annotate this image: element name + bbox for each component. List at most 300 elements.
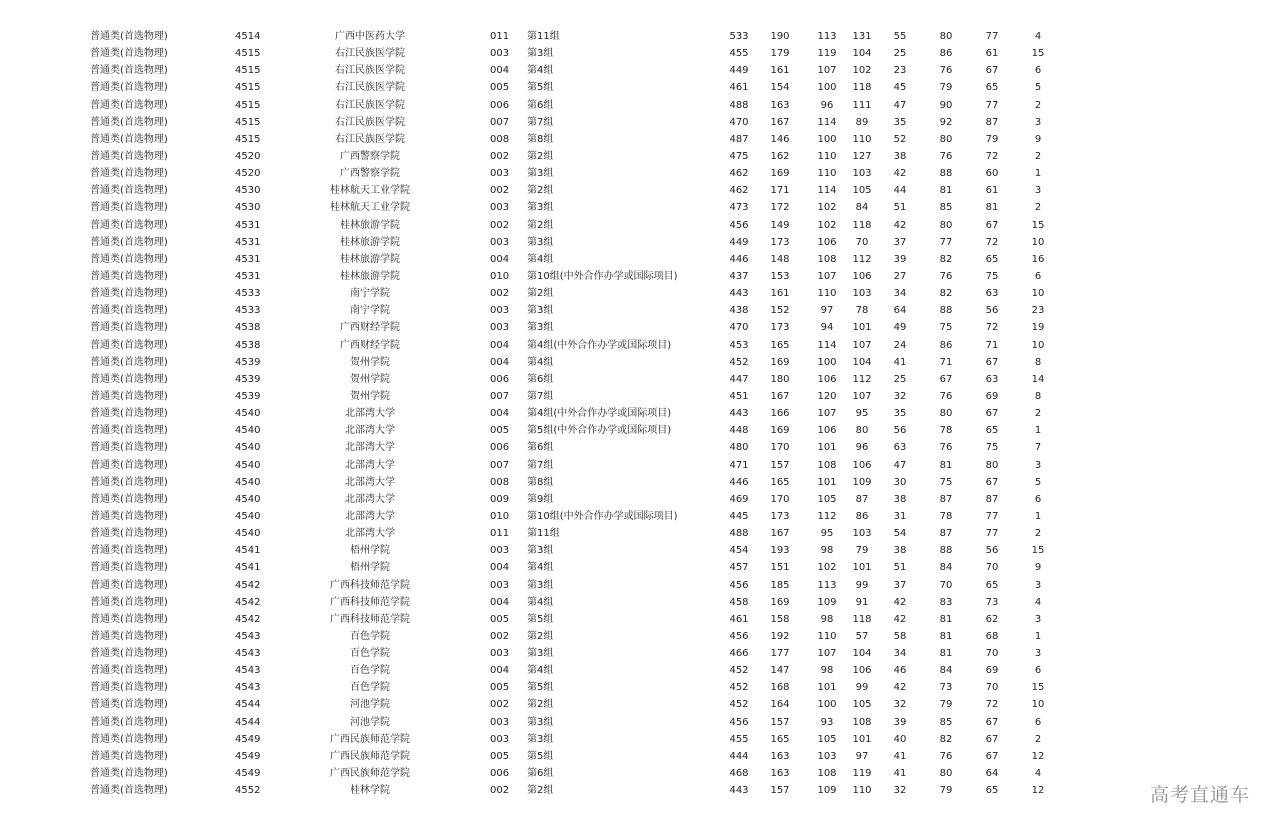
total-score-cell: 438 <box>729 305 749 317</box>
score-col-8-cell: 10 <box>1031 236 1045 248</box>
score-col-4-cell: 96 <box>855 442 869 454</box>
score-col-7-cell: 69 <box>985 390 999 402</box>
score-col-7-cell: 79 <box>985 133 999 145</box>
category-cell: 普通类(首选物理) <box>90 82 168 94</box>
score-col-3-cell: 100 <box>817 133 837 145</box>
score-col-7-cell: 61 <box>985 48 999 60</box>
score-col-6-cell: 81 <box>939 630 953 642</box>
group-code-cell: 003 <box>490 322 510 334</box>
score-col-7-cell: 67 <box>985 733 999 745</box>
group-name-cell: 第3组 <box>527 545 554 557</box>
score-col-6-cell: 90 <box>939 99 953 111</box>
group-code-cell: 002 <box>490 785 510 797</box>
category-cell: 普通类(首选物理) <box>90 750 168 762</box>
score-col-3-cell: 101 <box>817 442 837 454</box>
total-score-cell: 456 <box>729 579 749 591</box>
category-cell: 普通类(首选物理) <box>90 150 168 162</box>
score-col-7-cell: 80 <box>985 459 999 471</box>
total-score-cell: 452 <box>729 356 749 368</box>
category-cell: 普通类(首选物理) <box>90 48 168 60</box>
school-code-cell: 4515 <box>235 116 261 128</box>
school-code-cell: 4549 <box>235 768 261 780</box>
school-name-cell: 北部湾大学 <box>345 425 395 437</box>
table-row <box>0 628 1280 645</box>
score-col-7-cell: 77 <box>985 99 999 111</box>
score-col-6-cell: 73 <box>939 682 953 694</box>
school-code-cell: 4515 <box>235 65 261 77</box>
score-col-6-cell: 80 <box>939 219 953 231</box>
category-cell: 普通类(首选物理) <box>90 322 168 334</box>
table-row <box>0 388 1280 405</box>
total-score-cell: 452 <box>729 665 749 677</box>
score-col-6-cell: 81 <box>939 613 953 625</box>
table-row <box>0 234 1280 251</box>
group-name-cell: 第3组 <box>527 579 554 591</box>
group-code-cell: 003 <box>490 48 510 60</box>
score-col-4-cell: 131 <box>852 31 872 42</box>
score-col-5-cell: 39 <box>893 716 907 728</box>
category-cell: 普通类(首选物理) <box>90 99 168 111</box>
score-col-3-cell: 110 <box>817 288 837 300</box>
group-name-cell: 第2组 <box>527 185 554 197</box>
group-name-cell: 第11组 <box>527 528 560 540</box>
score-col-7-cell: 77 <box>985 31 999 42</box>
score-col-7-cell: 87 <box>985 493 999 505</box>
score-col-7-cell: 72 <box>985 150 999 162</box>
score-col-3-cell: 102 <box>817 562 837 574</box>
group-code-cell: 003 <box>490 305 510 317</box>
total-score-cell: 448 <box>729 425 749 437</box>
group-code-cell: 006 <box>490 99 510 111</box>
score-col-2-cell: 173 <box>770 322 790 334</box>
table-row <box>0 268 1280 285</box>
category-cell: 普通类(首选物理) <box>90 682 168 694</box>
score-col-4-cell: 107 <box>852 390 872 402</box>
score-col-5-cell: 40 <box>893 733 907 745</box>
score-col-6-cell: 81 <box>939 185 953 197</box>
score-col-4-cell: 104 <box>852 48 872 60</box>
score-col-5-cell: 63 <box>893 442 907 454</box>
category-cell: 普通类(首选物理) <box>90 305 168 317</box>
score-col-8-cell: 10 <box>1031 339 1045 351</box>
score-col-2-cell: 149 <box>770 219 790 231</box>
score-col-5-cell: 47 <box>893 459 907 471</box>
group-code-cell: 003 <box>490 202 510 214</box>
group-code-cell: 004 <box>490 408 510 420</box>
score-col-3-cell: 107 <box>817 65 837 77</box>
school-code-cell: 4543 <box>235 682 261 694</box>
score-col-5-cell: 38 <box>893 150 907 162</box>
school-code-cell: 4514 <box>235 31 261 42</box>
school-name-cell: 广西民族师范学院 <box>330 750 410 762</box>
score-col-3-cell: 94 <box>820 322 834 334</box>
score-col-4-cell: 102 <box>852 65 872 77</box>
total-score-cell: 488 <box>729 99 749 111</box>
school-code-cell: 4544 <box>235 699 261 711</box>
score-col-7-cell: 56 <box>985 305 999 317</box>
school-code-cell: 4549 <box>235 750 261 762</box>
score-col-3-cell: 106 <box>817 236 837 248</box>
school-name-cell: 广西警察学院 <box>340 168 400 180</box>
score-col-8-cell: 2 <box>1034 733 1042 745</box>
category-cell: 普通类(首选物理) <box>90 356 168 368</box>
group-code-cell: 003 <box>490 545 510 557</box>
category-cell: 普通类(首选物理) <box>90 442 168 454</box>
score-col-5-cell: 39 <box>893 253 907 265</box>
score-col-4-cell: 105 <box>852 699 872 711</box>
school-name-cell: 河池学院 <box>350 699 390 711</box>
score-col-5-cell: 35 <box>893 408 907 420</box>
school-name-cell: 北部湾大学 <box>345 476 395 488</box>
score-col-8-cell: 5 <box>1034 476 1042 488</box>
score-col-3-cell: 106 <box>817 373 837 385</box>
group-name-cell: 第6组 <box>527 99 554 111</box>
group-name-cell: 第4组 <box>527 253 554 265</box>
total-score-cell: 461 <box>729 613 749 625</box>
score-col-7-cell: 72 <box>985 699 999 711</box>
table-row <box>0 28 1280 45</box>
score-col-7-cell: 67 <box>985 219 999 231</box>
score-col-2-cell: 147 <box>770 665 790 677</box>
category-cell: 普通类(首选物理) <box>90 168 168 180</box>
score-col-8-cell: 1 <box>1034 510 1042 522</box>
group-name-cell: 第5组(中外合作办学或国际项目) <box>527 425 672 437</box>
score-col-7-cell: 67 <box>985 476 999 488</box>
total-score-cell: 461 <box>729 82 749 94</box>
score-col-4-cell: 118 <box>852 82 872 94</box>
score-col-4-cell: 112 <box>852 253 872 265</box>
score-col-2-cell: 165 <box>770 339 790 351</box>
school-name-cell: 河池学院 <box>350 716 390 728</box>
group-code-cell: 005 <box>490 82 510 94</box>
score-col-6-cell: 67 <box>939 373 953 385</box>
score-col-4-cell: 103 <box>852 288 872 300</box>
score-col-4-cell: 108 <box>852 716 872 728</box>
score-col-3-cell: 110 <box>817 150 837 162</box>
group-code-cell: 004 <box>490 65 510 77</box>
group-name-cell: 第7组 <box>527 390 554 402</box>
score-col-6-cell: 76 <box>939 150 953 162</box>
group-code-cell: 008 <box>490 476 510 488</box>
total-score-cell: 456 <box>729 630 749 642</box>
score-col-6-cell: 80 <box>939 31 953 42</box>
score-col-3-cell: 113 <box>817 579 837 591</box>
score-col-4-cell: 111 <box>852 99 872 111</box>
table-row <box>0 97 1280 114</box>
school-code-cell: 4544 <box>235 716 261 728</box>
total-score-cell: 466 <box>729 648 749 660</box>
score-col-2-cell: 171 <box>770 185 790 197</box>
score-col-7-cell: 67 <box>985 716 999 728</box>
score-col-4-cell: 106 <box>852 459 872 471</box>
group-code-cell: 006 <box>490 442 510 454</box>
score-col-6-cell: 84 <box>939 562 953 574</box>
table-row <box>0 354 1280 371</box>
group-name-cell: 第2组 <box>527 288 554 300</box>
score-col-2-cell: 165 <box>770 476 790 488</box>
group-name-cell: 第6组 <box>527 442 554 454</box>
score-col-2-cell: 148 <box>770 253 790 265</box>
score-col-4-cell: 118 <box>852 613 872 625</box>
group-code-cell: 004 <box>490 596 510 608</box>
group-code-cell: 008 <box>490 133 510 145</box>
school-name-cell: 广西警察学院 <box>340 150 400 162</box>
score-col-7-cell: 70 <box>985 562 999 574</box>
group-name-cell: 第4组 <box>527 356 554 368</box>
score-col-2-cell: 192 <box>770 630 790 642</box>
table-row <box>0 748 1280 765</box>
table-row <box>0 114 1280 131</box>
score-col-4-cell: 107 <box>852 339 872 351</box>
score-col-8-cell: 10 <box>1031 288 1045 300</box>
category-cell: 普通类(首选物理) <box>90 31 168 42</box>
score-col-3-cell: 101 <box>817 682 837 694</box>
table-row <box>0 782 1280 799</box>
score-col-4-cell: 110 <box>852 785 872 797</box>
category-cell: 普通类(首选物理) <box>90 613 168 625</box>
school-code-cell: 4531 <box>235 219 261 231</box>
score-col-7-cell: 63 <box>985 288 999 300</box>
table-row <box>0 714 1280 731</box>
score-col-8-cell: 14 <box>1031 373 1045 385</box>
group-name-cell: 第11组 <box>527 31 560 42</box>
score-col-7-cell: 77 <box>985 528 999 540</box>
school-code-cell: 4540 <box>235 459 261 471</box>
score-col-2-cell: 172 <box>770 202 790 214</box>
school-name-cell: 广西财经学院 <box>340 322 400 334</box>
total-score-cell: 475 <box>729 150 749 162</box>
score-col-3-cell: 120 <box>817 390 837 402</box>
score-col-6-cell: 85 <box>939 202 953 214</box>
score-col-5-cell: 41 <box>893 750 907 762</box>
table-row <box>0 559 1280 576</box>
score-col-2-cell: 167 <box>770 116 790 128</box>
score-col-3-cell: 101 <box>817 476 837 488</box>
score-col-6-cell: 78 <box>939 510 953 522</box>
score-col-7-cell: 69 <box>985 665 999 677</box>
total-score-cell: 454 <box>729 545 749 557</box>
group-code-cell: 010 <box>490 270 510 282</box>
score-col-6-cell: 76 <box>939 270 953 282</box>
total-score-cell: 473 <box>729 202 749 214</box>
score-col-8-cell: 4 <box>1034 31 1042 42</box>
school-code-cell: 4531 <box>235 270 261 282</box>
score-col-5-cell: 64 <box>893 305 907 317</box>
category-cell: 普通类(首选物理) <box>90 699 168 711</box>
score-col-6-cell: 78 <box>939 425 953 437</box>
score-col-5-cell: 35 <box>893 116 907 128</box>
table-row <box>0 611 1280 628</box>
score-col-7-cell: 72 <box>985 236 999 248</box>
score-col-7-cell: 72 <box>985 322 999 334</box>
total-score-cell: 443 <box>729 408 749 420</box>
school-name-cell: 桂林航天工业学院 <box>330 202 410 214</box>
group-name-cell: 第8组 <box>527 133 554 145</box>
school-name-cell: 广西中医药大学 <box>335 31 405 42</box>
score-col-4-cell: 105 <box>852 185 872 197</box>
score-col-4-cell: 110 <box>852 133 872 145</box>
admission-score-table <box>0 28 1280 799</box>
score-col-4-cell: 103 <box>852 528 872 540</box>
school-code-cell: 4515 <box>235 82 261 94</box>
school-code-cell: 4540 <box>235 408 261 420</box>
total-score-cell: 455 <box>729 733 749 745</box>
total-score-cell: 444 <box>729 750 749 762</box>
score-col-7-cell: 73 <box>985 596 999 608</box>
group-name-cell: 第10组(中外合作办学或国际项目) <box>527 270 678 282</box>
score-col-7-cell: 67 <box>985 65 999 77</box>
score-col-2-cell: 151 <box>770 562 790 574</box>
score-col-5-cell: 42 <box>893 168 907 180</box>
score-col-7-cell: 87 <box>985 116 999 128</box>
group-name-cell: 第7组 <box>527 459 554 471</box>
group-name-cell: 第3组 <box>527 236 554 248</box>
school-name-cell: 百色学院 <box>350 630 390 642</box>
school-name-cell: 南宁学院 <box>350 305 390 317</box>
score-col-6-cell: 71 <box>939 356 953 368</box>
total-score-cell: 480 <box>729 442 749 454</box>
group-code-cell: 004 <box>490 339 510 351</box>
category-cell: 普通类(首选物理) <box>90 288 168 300</box>
category-cell: 普通类(首选物理) <box>90 459 168 471</box>
school-code-cell: 4533 <box>235 305 261 317</box>
score-col-3-cell: 102 <box>817 219 837 231</box>
category-cell: 普通类(首选物理) <box>90 476 168 488</box>
school-code-cell: 4542 <box>235 596 261 608</box>
score-col-4-cell: 84 <box>855 202 869 214</box>
school-name-cell: 桂林航天工业学院 <box>330 185 410 197</box>
table-row <box>0 679 1280 696</box>
table-row <box>0 731 1280 748</box>
score-col-5-cell: 55 <box>893 31 907 42</box>
school-code-cell: 4543 <box>235 665 261 677</box>
score-col-2-cell: 169 <box>770 425 790 437</box>
score-col-6-cell: 76 <box>939 442 953 454</box>
category-cell: 普通类(首选物理) <box>90 768 168 780</box>
school-code-cell: 4542 <box>235 579 261 591</box>
score-col-2-cell: 157 <box>770 785 790 797</box>
score-col-4-cell: 99 <box>855 682 869 694</box>
score-col-8-cell: 15 <box>1031 545 1045 557</box>
score-col-3-cell: 107 <box>817 408 837 420</box>
score-col-6-cell: 76 <box>939 750 953 762</box>
score-col-2-cell: 163 <box>770 768 790 780</box>
score-col-2-cell: 166 <box>770 408 790 420</box>
school-code-cell: 4531 <box>235 236 261 248</box>
group-name-cell: 第4组 <box>527 596 554 608</box>
score-col-8-cell: 5 <box>1034 82 1042 94</box>
category-cell: 普通类(首选物理) <box>90 648 168 660</box>
score-col-2-cell: 154 <box>770 82 790 94</box>
score-col-7-cell: 65 <box>985 425 999 437</box>
group-name-cell: 第5组 <box>527 682 554 694</box>
school-code-cell: 4530 <box>235 202 261 214</box>
school-name-cell: 右江民族医学院 <box>335 65 405 77</box>
score-col-6-cell: 79 <box>939 785 953 797</box>
table-row <box>0 439 1280 456</box>
school-code-cell: 4520 <box>235 150 261 162</box>
school-code-cell: 4540 <box>235 442 261 454</box>
score-col-7-cell: 75 <box>985 270 999 282</box>
score-col-2-cell: 163 <box>770 99 790 111</box>
score-col-4-cell: 103 <box>852 168 872 180</box>
table-row <box>0 165 1280 182</box>
score-col-3-cell: 102 <box>817 202 837 214</box>
score-col-3-cell: 97 <box>820 305 834 317</box>
score-col-3-cell: 119 <box>817 48 837 60</box>
group-code-cell: 002 <box>490 699 510 711</box>
group-code-cell: 005 <box>490 682 510 694</box>
score-col-6-cell: 79 <box>939 699 953 711</box>
score-col-3-cell: 98 <box>820 545 834 557</box>
group-name-cell: 第3组 <box>527 202 554 214</box>
score-col-5-cell: 45 <box>893 82 907 94</box>
score-col-8-cell: 7 <box>1034 442 1042 454</box>
score-col-5-cell: 42 <box>893 596 907 608</box>
total-score-cell: 488 <box>729 528 749 540</box>
school-code-cell: 4515 <box>235 133 261 145</box>
group-name-cell: 第9组 <box>527 493 554 505</box>
group-code-cell: 002 <box>490 185 510 197</box>
category-cell: 普通类(首选物理) <box>90 665 168 677</box>
school-code-cell: 4530 <box>235 185 261 197</box>
table-row <box>0 79 1280 96</box>
table-row <box>0 696 1280 713</box>
score-col-6-cell: 77 <box>939 236 953 248</box>
school-code-cell: 4539 <box>235 390 261 402</box>
score-col-7-cell: 65 <box>985 579 999 591</box>
score-col-4-cell: 78 <box>855 305 869 317</box>
total-score-cell: 487 <box>729 133 749 145</box>
score-col-3-cell: 106 <box>817 425 837 437</box>
total-score-cell: 470 <box>729 322 749 334</box>
score-col-6-cell: 86 <box>939 339 953 351</box>
table-row <box>0 765 1280 782</box>
score-col-3-cell: 114 <box>817 339 837 351</box>
score-col-2-cell: 169 <box>770 356 790 368</box>
score-col-6-cell: 85 <box>939 716 953 728</box>
score-col-5-cell: 49 <box>893 322 907 334</box>
table-row <box>0 508 1280 525</box>
score-col-8-cell: 23 <box>1031 305 1045 317</box>
group-code-cell: 004 <box>490 562 510 574</box>
table-row <box>0 337 1280 354</box>
score-col-2-cell: 167 <box>770 528 790 540</box>
score-col-5-cell: 42 <box>893 613 907 625</box>
score-col-2-cell: 185 <box>770 579 790 591</box>
category-cell: 普通类(首选物理) <box>90 528 168 540</box>
score-col-5-cell: 37 <box>893 236 907 248</box>
table-row <box>0 422 1280 439</box>
score-col-5-cell: 44 <box>893 185 907 197</box>
score-col-5-cell: 25 <box>893 373 907 385</box>
school-name-cell: 贺州学院 <box>350 373 390 385</box>
school-code-cell: 4542 <box>235 613 261 625</box>
school-name-cell: 广西民族师范学院 <box>330 768 410 780</box>
score-col-5-cell: 41 <box>893 356 907 368</box>
score-col-5-cell: 32 <box>893 785 907 797</box>
group-name-cell: 第3组 <box>527 322 554 334</box>
score-col-8-cell: 16 <box>1031 253 1045 265</box>
score-col-8-cell: 6 <box>1034 65 1042 77</box>
score-col-8-cell: 9 <box>1034 562 1042 574</box>
school-code-cell: 4543 <box>235 630 261 642</box>
score-col-3-cell: 98 <box>820 613 834 625</box>
score-col-5-cell: 51 <box>893 202 907 214</box>
total-score-cell: 468 <box>729 768 749 780</box>
score-col-7-cell: 70 <box>985 648 999 660</box>
score-col-6-cell: 81 <box>939 459 953 471</box>
